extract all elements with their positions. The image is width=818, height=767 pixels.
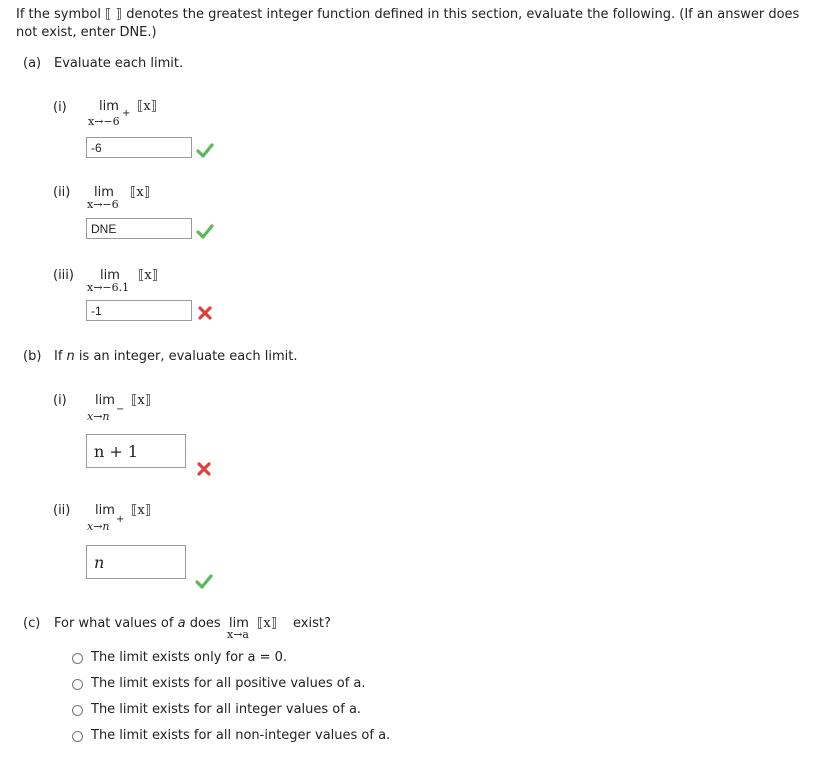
lim-text: lim [95,503,115,518]
answer-input-b-ii[interactable] [86,545,186,579]
radio-option-4[interactable] [72,731,83,742]
item-number: (i) [53,100,67,115]
question-intro-line1: If the symbol ⟦ ⟧ denotes the greatest integer function defined in this section, evaluate the following. (If an answer does [16,7,800,22]
lim-superscript: − [116,404,125,415]
lim-superscript: + [122,108,131,119]
lim-text: lim [100,268,120,283]
option-label[interactable]: The limit exists for all positive values of a. [91,676,366,691]
answer-input-a-ii[interactable] [86,218,192,239]
part-c-question: For what values of a does [54,616,221,631]
check-icon [196,222,214,240]
lim-subscript: x→a [227,628,249,641]
lim-subscript: x→−6 [87,198,119,211]
item-number: (ii) [53,503,71,518]
item-number: (i) [53,393,67,408]
floor-expression: ⟦x⟧ [257,616,278,631]
floor-expression: ⟦x⟧ [130,185,151,200]
answer-input-b-i[interactable] [86,434,186,468]
lim-text: lim [99,99,119,114]
lim-text: lim [229,616,249,631]
part-b-instruction: If n is an integer, evaluate each limit. [54,349,298,364]
radio-option-1[interactable] [72,653,83,664]
radio-option-3[interactable] [72,705,83,716]
floor-expression: ⟦x⟧ [131,503,152,518]
question-intro-line2: not exist, enter DNE.) [16,25,157,40]
floor-expression: ⟦x⟧ [131,393,152,408]
check-icon [195,572,213,590]
lim-subscript: x→n [87,520,110,533]
option-label[interactable]: The limit exists for all integer values of a. [91,702,362,717]
item-number: (ii) [53,185,71,200]
part-b-label: (b) [23,349,42,364]
check-icon [196,141,214,159]
item-number: (iii) [53,268,74,283]
lim-text: lim [94,185,114,200]
answer-input-a-i[interactable] [86,137,192,158]
cross-icon [195,460,213,478]
lim-superscript: + [116,514,125,525]
floor-expression: ⟦x⟧ [137,99,158,114]
floor-expression: ⟦x⟧ [138,268,159,283]
part-a-label: (a) [23,56,42,71]
option-label[interactable]: The limit exists only for a = 0. [91,650,288,665]
lim-subscript: x→−6.1 [87,281,130,294]
part-a-instruction: Evaluate each limit. [54,56,184,71]
cross-icon [196,304,214,322]
part-c-label: (c) [23,616,41,631]
lim-subscript: x→n [87,410,110,423]
answer-input-a-iii[interactable] [86,300,192,321]
lim-subscript: x→−6 [88,115,120,128]
lim-text: lim [95,393,115,408]
part-c-question-end: exist? [293,616,331,631]
option-label[interactable]: The limit exists for all non-integer values of a. [91,728,391,743]
radio-option-2[interactable] [72,679,83,690]
